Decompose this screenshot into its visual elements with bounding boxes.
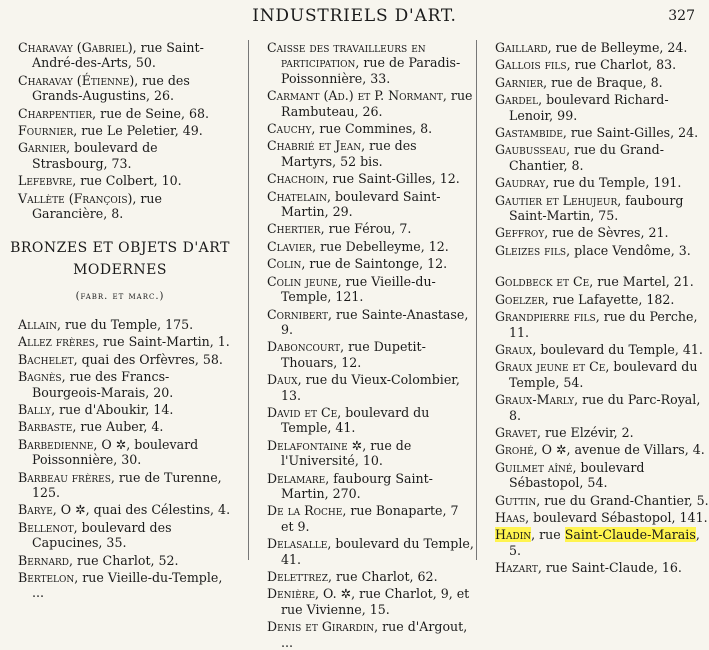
list-entry <box>267 189 475 220</box>
entry-address: , rue Rambuteau, 26. <box>281 88 473 119</box>
entry-address: , rue de Belleyme, 24. <box>547 40 688 55</box>
list-entry <box>18 40 236 71</box>
list-entry <box>18 419 236 434</box>
entry-address: , boulevard Sébastopol, 54. <box>509 459 645 491</box>
entry-name: Chachoin <box>267 171 325 187</box>
entry-address: , rue Elzévir, 2. <box>536 424 634 440</box>
entry-name: Grohé <box>495 442 534 458</box>
entry-name: Caisse des travailleurs en participation <box>267 40 426 71</box>
entry-name: Bagnès <box>18 369 62 385</box>
entry-tail: , <box>695 527 700 543</box>
list-entry <box>267 569 475 584</box>
entry-address: , place Vendôme, 3. <box>566 242 691 258</box>
entry-name: Bertelon <box>18 569 75 585</box>
entry-name: Delafontaine <box>267 437 348 453</box>
list-entry <box>495 40 709 55</box>
list-entry <box>18 402 236 417</box>
entry-address: , rue du Parc-Royal, 8. <box>509 392 701 423</box>
list-entry <box>495 175 709 190</box>
list-entry <box>495 225 709 240</box>
entry-separator: , rue <box>531 527 565 543</box>
entry-address: , rue de Seine, 68. <box>92 105 209 121</box>
entry-address: , rue Debelleyme, 12. <box>312 238 449 254</box>
list-entry <box>267 339 475 370</box>
entry-name: Haas <box>495 509 526 525</box>
entry-name: Daboncourt <box>267 339 341 355</box>
entry-address: , rue Bonaparte, 7 et 9. <box>281 503 459 534</box>
entry-address: , quai des Orfèvres, 58. <box>73 351 223 367</box>
entry-address: , rue Vieille-du-Temple, ... <box>32 569 223 601</box>
entry-name: Denière <box>267 586 316 602</box>
entry-address: , rue Saint-André-des-Arts, 50. <box>32 40 204 71</box>
entry-address: , rue du Vieux-Colombier, 13. <box>281 372 460 403</box>
entry-address: , boulevard Sébastopol, 141. <box>525 509 708 525</box>
entry-name: Bernard <box>18 552 69 568</box>
entry-address: , rue du Perche, 11. <box>509 309 698 340</box>
list-entry <box>267 221 475 236</box>
entry-address: , boulevard du Temple, 41. <box>281 404 430 436</box>
list-entry <box>495 125 709 140</box>
section-title-line2: MODERNES <box>73 262 167 279</box>
entry-address: , faubourg Saint-Martin, 270. <box>281 470 433 501</box>
entry-address: , rue Martel, 21. <box>589 274 694 290</box>
entry-name: Chabrié et Jean <box>267 138 362 154</box>
list-entry <box>18 173 236 188</box>
entry-address: , rue d'Argout, ... <box>281 619 468 650</box>
entry-name: Gravet <box>495 424 537 440</box>
list-entry <box>495 460 709 491</box>
list-entry <box>495 309 709 340</box>
entry-address: , rue Charlot, 52. <box>68 552 179 568</box>
list-entry <box>267 372 475 403</box>
entry-name: Clavier <box>267 238 313 254</box>
entry-address: , O ✲, quai des Célestins, 4. <box>52 502 231 518</box>
list-entry <box>267 239 475 254</box>
list-entry <box>18 570 236 601</box>
entry-name: Guilmet aîné <box>495 459 573 475</box>
entry-name: Barbedienne <box>18 436 94 452</box>
entry-address: , rue Saint-Gilles, 24. <box>562 125 699 141</box>
entry-address: , rue Sainte-Anastase, 9. <box>281 306 469 337</box>
entry-name: Garnier <box>18 140 67 156</box>
entry-name: Cauchy <box>267 121 312 137</box>
entry-name: Gaillard <box>495 40 548 55</box>
entry-name: Fournier <box>18 123 74 139</box>
list-entry <box>267 503 475 534</box>
list-entry <box>267 256 475 271</box>
section-heading <box>4 237 236 281</box>
entry-address: , boulevard de Strasbourg, 73. <box>32 140 158 171</box>
entry-address: , rue du Temple, 191. <box>545 175 682 191</box>
list-entry <box>267 586 475 617</box>
entry-address: , rue Charlot, 83. <box>566 57 677 73</box>
list-entry <box>267 121 475 136</box>
entry-address: , rue Lafayette, 182. <box>544 291 675 307</box>
entry-address: , boulevard du Temple, 41. <box>281 536 474 567</box>
entry-name: Hazart <box>495 560 538 576</box>
entry-list-bottom <box>4 317 236 601</box>
entry-name: Chatelain <box>267 188 327 204</box>
entry-name: Gaudray <box>495 175 546 191</box>
page-header <box>0 4 709 32</box>
list-entry <box>267 171 475 186</box>
entry-address: , rue de Turenne, 125. <box>32 469 222 500</box>
column-right <box>476 40 709 576</box>
list-entry <box>495 442 709 457</box>
list-entry <box>18 140 236 171</box>
entry-name: De la Roche <box>267 503 343 519</box>
entry-address: , rue du Grand-Chantier, 8. <box>509 142 664 173</box>
entry-address: , rue Garancière, 8. <box>32 190 162 222</box>
entry-address: , rue Commines, 8. <box>311 121 433 137</box>
list-entry <box>495 392 709 423</box>
entry-number: 5. <box>509 542 522 558</box>
list-entry <box>267 405 475 436</box>
entry-address: , rue d'Aboukir, 14. <box>51 401 174 417</box>
list-entry <box>495 75 709 90</box>
entry-name: Goelzer <box>495 291 545 307</box>
list-entry <box>495 359 709 390</box>
list-entry <box>18 502 236 517</box>
page-title: INDUSTRIELS D'ART. <box>252 6 457 26</box>
entry-name: Lefebvre <box>18 173 73 189</box>
entry-address: , faubourg Saint-Martin, 75. <box>509 192 684 224</box>
list-entry <box>18 73 236 104</box>
entry-name: Chertier <box>267 221 321 237</box>
entry-address: , boulevard du Temple, 41. <box>532 341 703 357</box>
list-entry <box>267 138 475 169</box>
entry-name: Bachelet <box>18 351 74 367</box>
entry-address: , rue du Temple, 175. <box>56 316 194 332</box>
list-entry <box>18 123 236 138</box>
entry-name: Vallète (François) <box>18 190 133 206</box>
entry-address: , rue du Grand-Chantier, 5. <box>536 492 709 508</box>
list-entry <box>495 243 709 258</box>
entry-address: , rue Le Peletier, 49. <box>73 123 203 139</box>
list-entry <box>18 470 236 501</box>
entry-name: Colin jeune <box>267 273 338 289</box>
entry-name: Gaubusseau <box>495 142 567 158</box>
list-entry <box>495 193 709 224</box>
entry-name: Barbeau frères <box>18 469 111 485</box>
entry-name: Gleizes fils <box>495 242 567 258</box>
entry-address: , O ✲, boulevard Poissonnière, 30. <box>32 436 199 468</box>
entry-address: , O ✲, avenue de Villars, 4. <box>533 442 705 458</box>
entry-list-top <box>4 40 236 221</box>
entry-name: Graux jeune et Ce <box>495 359 606 375</box>
entry-address: ✲, rue de l'Université, 10. <box>281 437 412 469</box>
entry-name: Grandpierre fils <box>495 309 596 325</box>
entry-address: , boulevard Richard-Lenoir, 99. <box>509 92 669 123</box>
entry-address: , rue Dupetit-Thouars, 12. <box>281 339 426 370</box>
entry-address: , boulevard du Temple, 54. <box>509 359 698 390</box>
list-entry <box>495 274 709 289</box>
entry-name: Goldbeck et Ce <box>495 274 590 290</box>
column-middle <box>248 40 475 650</box>
entry-name: Colin <box>267 256 302 272</box>
entry-name: Daux <box>267 372 298 388</box>
entry-address: , rue des Grands-Augustins, 26. <box>32 72 190 104</box>
entry-name: Bally <box>18 401 52 417</box>
list-entry <box>495 342 709 357</box>
entry-name: Delasalle <box>267 536 328 552</box>
entry-name: Gautier et Lehujeur <box>495 192 618 208</box>
entry-name: Bellenot <box>18 519 74 535</box>
list-entry <box>495 292 709 307</box>
entry-address: , rue Férou, 7. <box>320 221 412 237</box>
list-entry <box>495 142 709 173</box>
entry-list-top <box>481 40 709 258</box>
entry-name: Graux-Marly <box>495 392 575 408</box>
entry-name: Gardel <box>495 92 539 108</box>
list-entry <box>18 553 236 568</box>
entry-address: , rue Colbert, 10. <box>72 173 182 189</box>
entry-list-bottom <box>481 274 709 525</box>
entry-name: Gallois fils <box>495 57 567 73</box>
entry-address: , rue Charlot, 62. <box>328 569 438 584</box>
entry-address: , rue des Francs-Bourgeois-Marais, 20. <box>32 369 174 400</box>
entry-address: , boulevard des Capucines, 35. <box>32 519 172 551</box>
entry-list <box>253 40 475 650</box>
entry-name: Graux <box>495 341 533 357</box>
list-entry <box>495 493 709 508</box>
entry-name: Charavay (Étienne) <box>18 72 135 88</box>
list-entry <box>267 40 475 86</box>
entry-address: , rue des Martyrs, 52 bis. <box>281 138 417 169</box>
list-entry <box>18 520 236 551</box>
entry-name: Hadin <box>495 527 532 543</box>
entry-address: , rue Saint-Claude, 16. <box>537 560 682 576</box>
list-entry <box>495 92 709 123</box>
section-title-line1: BRONZES ET OBJETS D'ART <box>10 240 230 257</box>
entry-name: Delettrez <box>267 569 328 584</box>
entry-name: Geffroy <box>495 225 545 241</box>
list-entry <box>18 369 236 400</box>
entry-address: , rue Saint-Martin, 1. <box>94 334 230 350</box>
entry-name: Allain <box>18 316 57 332</box>
entry-address: , rue Saint-Gilles, 12. <box>324 171 460 187</box>
list-entry <box>18 437 236 468</box>
list-entry <box>495 425 709 440</box>
entry-address: , rue de Sèvres, 21. <box>544 225 669 241</box>
entry-name: Gastambide <box>495 125 563 141</box>
entry-name: Carmant (Ad.) et P. Normant <box>267 88 443 104</box>
entry-name: Barbaste <box>18 419 73 435</box>
entry-address: , rue de Paradis-Poissonnière, 33. <box>281 55 461 86</box>
entry-name: Charpentier <box>18 105 93 121</box>
list-entry <box>267 274 475 305</box>
entry-name: Denis et Girardin <box>267 619 375 635</box>
entry-address: , O. ✲, rue Charlot, 9, et rue Vivienne, 15. <box>281 586 470 617</box>
entry-name: Garnier <box>495 74 544 90</box>
entry-address: , rue Vieille-du-Temple, 121. <box>281 273 436 305</box>
list-entry <box>18 191 236 222</box>
entry-name: David et Ce <box>267 404 338 420</box>
entry-name: Charavay (Gabriel) <box>18 40 133 55</box>
list-entry <box>18 352 236 367</box>
list-entry <box>267 471 475 502</box>
page-number: 327 <box>668 8 695 24</box>
list-entry <box>18 106 236 121</box>
entry-name: Guttin <box>495 492 537 508</box>
list-entry <box>495 560 709 575</box>
entry-address: , rue de Braque, 8. <box>543 74 663 90</box>
entry-name: Barye <box>18 502 53 518</box>
highlighted-entry <box>495 527 709 558</box>
entry-street-highlight: Saint-Claude-Marais <box>564 527 696 543</box>
list-entry <box>267 438 475 469</box>
list-entry <box>267 619 475 650</box>
list-entry <box>18 334 236 349</box>
list-entry <box>495 510 709 525</box>
entry-name: Cornibert <box>267 306 329 322</box>
entry-address: , rue Auber, 4. <box>72 419 164 435</box>
list-entry <box>267 536 475 567</box>
list-entry <box>267 88 475 119</box>
entry-name: Allez frères <box>18 334 95 350</box>
section-subtitle: (fabr. et marc.) <box>75 291 165 303</box>
list-entry <box>18 317 236 332</box>
column-left <box>4 40 236 603</box>
entry-address: , boulevard Saint-Martin, 29. <box>281 188 441 220</box>
list-entry <box>267 307 475 338</box>
list-entry <box>495 57 709 72</box>
entry-address: , rue de Saintonge, 12. <box>301 256 448 272</box>
spacer <box>481 260 709 274</box>
entry-name: Delamare <box>267 470 326 486</box>
